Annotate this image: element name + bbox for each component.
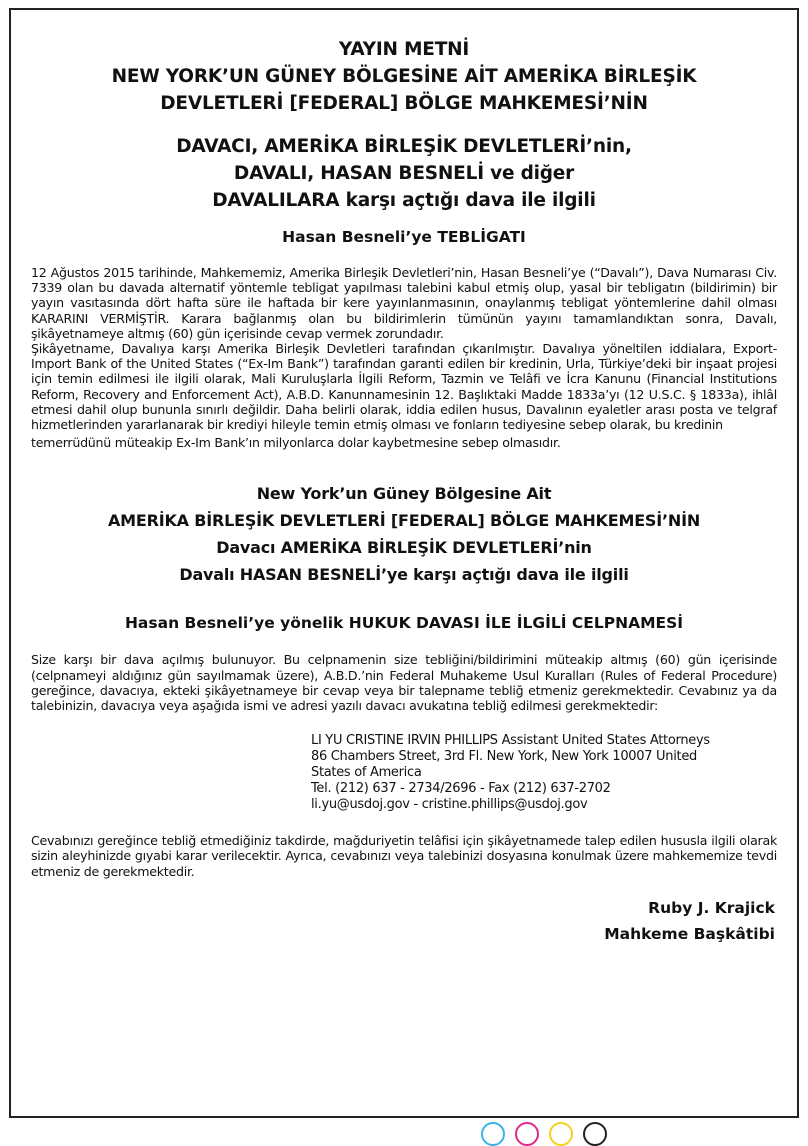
case-line-1: DAVACI, AMERİKA BİRLEŞİK DEVLETLERİ’nin, — [176, 136, 632, 157]
legal-notice — [9, 8, 799, 1118]
attorney-address — [311, 733, 777, 813]
notice-paragraph-2: Şikâyetname, Davalıya karşı Amerika Birleşik Devletleri tarafından çıkarılmıştır. Davalıya yöneltilen iddialara, Export-Import Bank of the United States (“Ex-Im Bank”) tarafından garanti edilen bir kredinin, Urla, Türkiye’deki bir inşaat projesi için temin edilmesi ile ilgili olarak, Mali Kuruluşlarla İlgili Reform, Tazmin ve Telâfi ve İcra Kanunu (Financial Institutions Reform, Recovery and Enforcement Act), A.B.D. Kanunnamesinin 12. Başlıktaki Madde 1833a’yı (12 U.S.C. § 1833a), ihlâl etmesi dahil olup bununla sınırlı değildir. Daha belirli olarak, iddia edilen husus, Davalının eyaletler arası posta ve telgraf hizmetlerinden yararlanarak bir krediyi hileyle temin etmiş olması ve fonların tediyesine sebep olarak, bu kredinin — [31, 341, 777, 433]
header-line-1: YAYIN METNİ — [338, 39, 470, 60]
court-header — [31, 480, 777, 588]
address-line-2: 86 Chambers Street, 3rd Fl. New York, New York 10007 United — [311, 749, 697, 765]
notice-paragraph-3: temerrüdünü müteakip Ex-Im Bank’ın milyonlarca dolar kaybetmesine sebep olmasıdır. — [31, 435, 561, 451]
signature-title: Mahkeme Başkâtibi — [604, 924, 775, 943]
registration-mark-magenta-icon — [515, 1122, 539, 1146]
court-line-1: New York’un Güney Bölgesine Ait — [256, 484, 552, 504]
address-line-3: States of America — [311, 765, 422, 781]
header-line-3: DEVLETLERİ [FEDERAL] BÖLGE MAHKEMESİ’NİN — [160, 93, 648, 114]
summons-title: Hasan Besneli’ye yönelik HUKUK DAVASI İLE İLGİLİ CELPNAMESİ — [124, 614, 684, 633]
court-line-2: AMERİKA BİRLEŞİK DEVLETLERİ [FEDERAL] BÖLGE MAHKEMESİ’NİN — [107, 511, 701, 531]
notice-paragraph-1: 12 Ağustos 2015 tarihinde, Mahkememiz, Amerika Birleşik Devletleri’nin, Hasan Besneli’ye (“Davalı”), Dava Numarası Civ. 7339 olan bu davada alternatif yöntemle tebligat yapılması talebini kabul etmiş olup, yasal bir tebligatın (bildirimin) bir yayın vasıtasında dört hafta süre ile haftada bir kere yayınlanmasının, onaylanmış tebligat yöntemlerine dahil olması KARARINI VERMİŞTİR. Karara bağlanmış olan bu bildirimlerin tümünün yayını tamamlandıktan sonra, Davalı, şikâyetnameye altmış (60) gün içerisinde cevap vermek zorundadır. — [31, 265, 777, 341]
notice-title: Hasan Besneli’ye TEBLİGATI — [282, 228, 526, 246]
summons-paragraph-2: Cevabınızı gereğince tebliğ etmediğiniz takdirde, mağduriyetin telâfisi için şikâyetnamede talep edilen hususla ilgili olarak sizin aleyhinizde gıyabi karar verilecektir. Ayrıca, cevabınızı veya talebinizi dosyasına konulmak üzere mahkememize tevdi etmeniz de gerekmektedir. — [31, 833, 777, 879]
case-header — [31, 133, 777, 214]
registration-marks — [481, 1122, 621, 1134]
signature-name: Ruby J. Krajick — [648, 898, 775, 917]
address-phone: Tel. (212) 637 - 2734/2696 - Fax (212) 637-2702 — [311, 781, 611, 797]
case-line-3: DAVALILARA karşı açtığı dava ile ilgili — [212, 190, 596, 211]
registration-mark-cyan-icon — [481, 1122, 505, 1146]
court-line-3: Davacı AMERİKA BİRLEŞİK DEVLETLERİ’nin — [216, 538, 592, 558]
summons-paragraph-1: Size karşı bir dava açılmış bulunuyor. Bu celpnamenin size tebliğini/bildirimini müteakip altmış (60) gün içerisinde (celpnameyi aldığınız gün sayılmamak üzere), A.B.D.’nin Federal Muhakeme Usul Kuralları (Rules of Federal Procedure) gereğince, davacıya, ekteki şikâyetnameye bir cevap veya bir talepname tebliğ etmeniz gerekmektedir. Cevabınız ya da talebinizin, davacıya veya aşağıda ismi ve adresi yazılı davacı avukatına tebliğ edilmesi gerekmektedir: — [31, 652, 777, 714]
address-emails: li.yu@usdoj.gov - cristine.phillips@usdoj.gov — [311, 797, 588, 813]
signature-block — [31, 895, 777, 947]
notice-header — [31, 36, 777, 117]
registration-mark-yellow-icon — [549, 1122, 573, 1146]
court-line-4: Davalı HASAN BESNELİ’ye karşı açtığı dava ile ilgili — [179, 565, 629, 585]
address-line-1: LI YU CRISTINE IRVIN PHILLIPS Assistant United States Attorneys — [311, 733, 710, 749]
registration-mark-black-icon — [583, 1122, 607, 1146]
case-line-2: DAVALI, HASAN BESNELİ ve diğer — [233, 163, 575, 184]
header-line-2: NEW YORK’UN GÜNEY BÖLGESİNE AİT AMERİKA BİRLEŞİK — [111, 66, 697, 87]
